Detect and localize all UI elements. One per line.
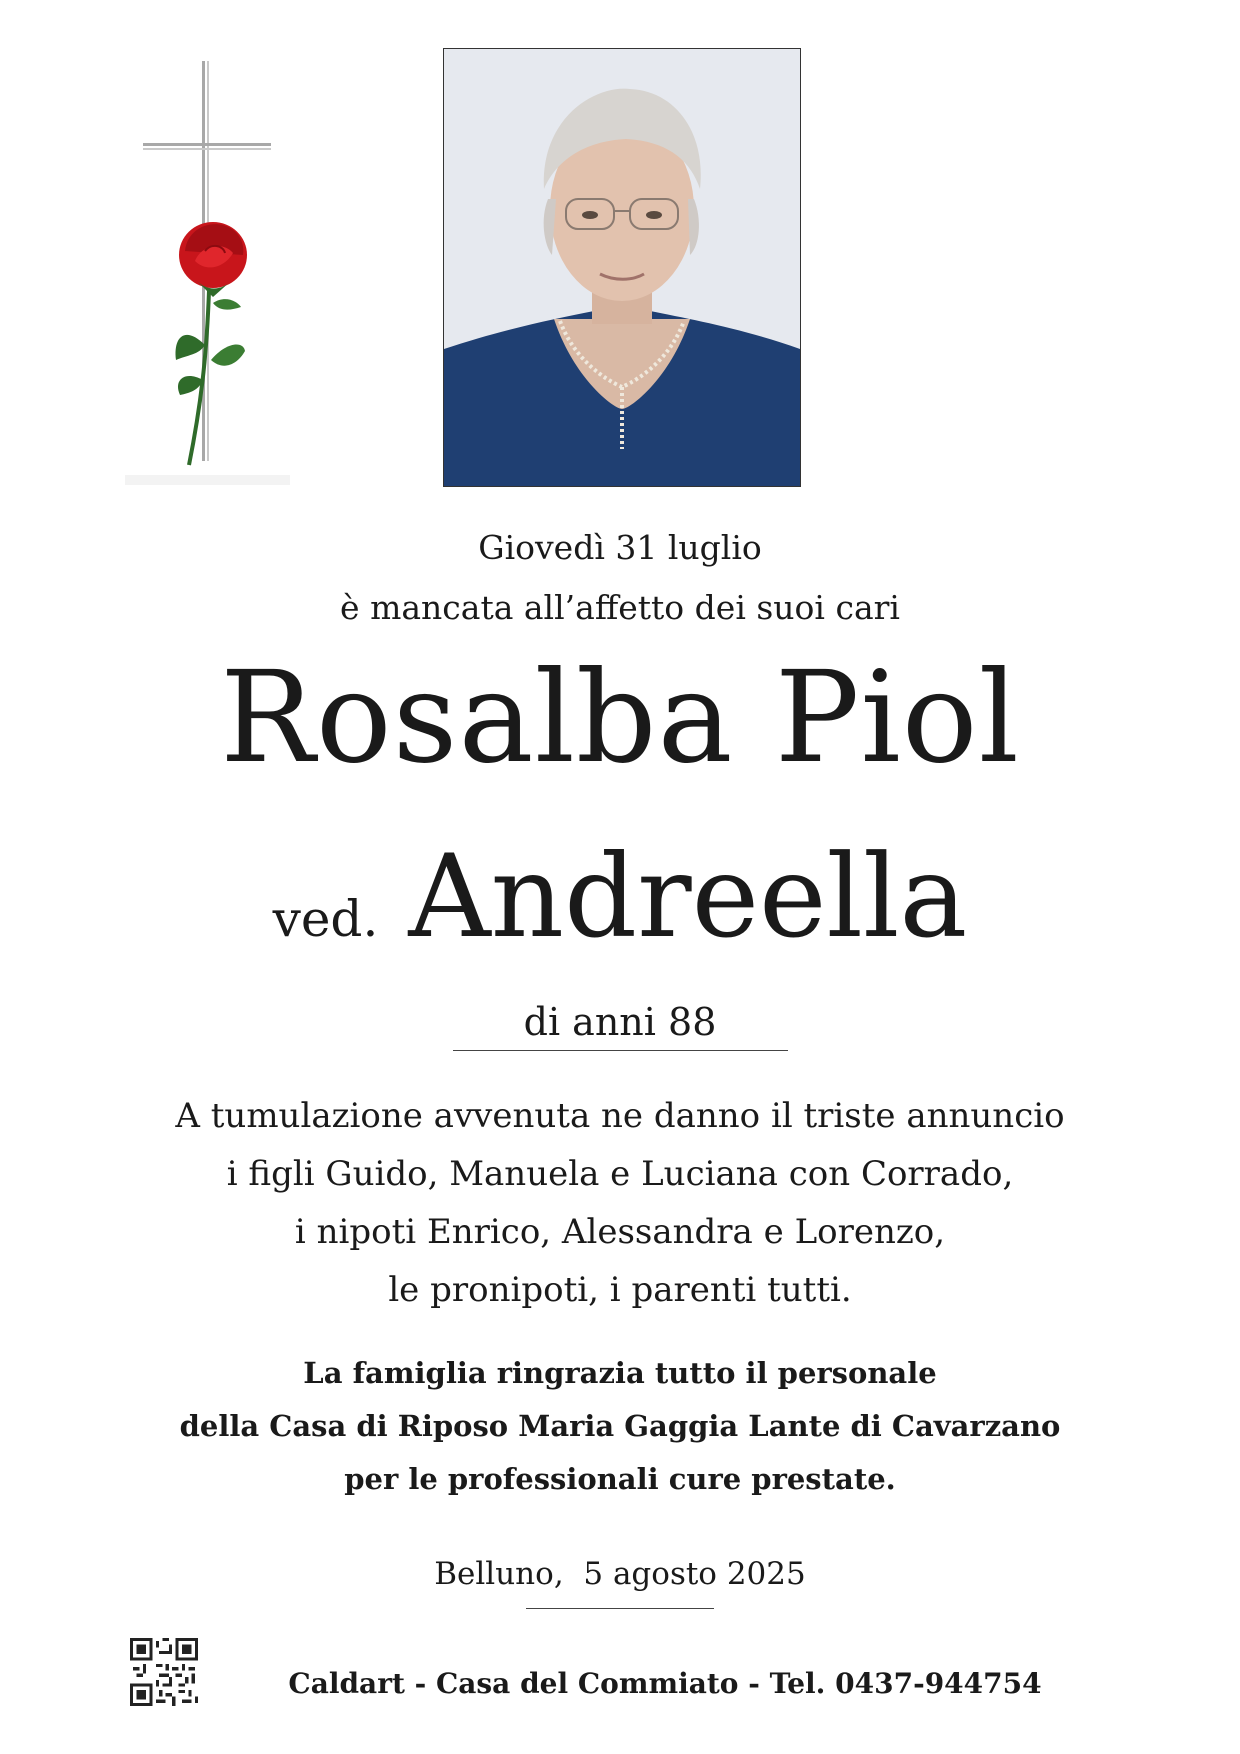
deceased-name: Rosalba Piol [220,644,1020,791]
cross-with-rose-icon [125,55,290,485]
family-notice [0,1087,1240,1319]
widow-prefix: ved. [272,890,379,948]
family-notice-line: le pronipoti, i parenti tutti. [388,1270,852,1310]
place-date: Belluno, 5 agosto 2025 [434,1556,806,1592]
passed-line: è mancata all’affetto dei suoi cari [340,588,900,627]
married-name: Andreella [408,830,968,963]
portrait-icon [444,49,800,486]
portrait-photo [443,48,801,487]
married-name-row [0,830,1240,963]
age-divider [453,1050,788,1051]
family-notice-line: i nipoti Enrico, Alessandra e Lorenzo, [294,1212,946,1252]
date-line: Giovedì 31 luglio [478,528,762,567]
thanks-line: La famiglia ringrazia tutto il personale [303,1356,937,1390]
family-notice-line: A tumulazione avvenuta ne danno il triste annuncio [175,1096,1065,1136]
thanks-line: della Casa di Riposo Maria Gaggia Lante di Cavarzano [179,1409,1061,1443]
thanks-line: per le professionali cure prestate. [344,1462,896,1496]
age-line: di anni 88 [523,1000,717,1044]
family-notice-line: i figli Guido, Manuela e Luciana con Corrado, [226,1154,1014,1194]
place-date-divider [526,1608,714,1609]
thanks-block [0,1347,1240,1506]
qr-code-icon[interactable] [130,1638,198,1706]
funeral-agency-contact: Caldart - Casa del Commiato - Tel. 0437-944754 [288,1667,1042,1700]
